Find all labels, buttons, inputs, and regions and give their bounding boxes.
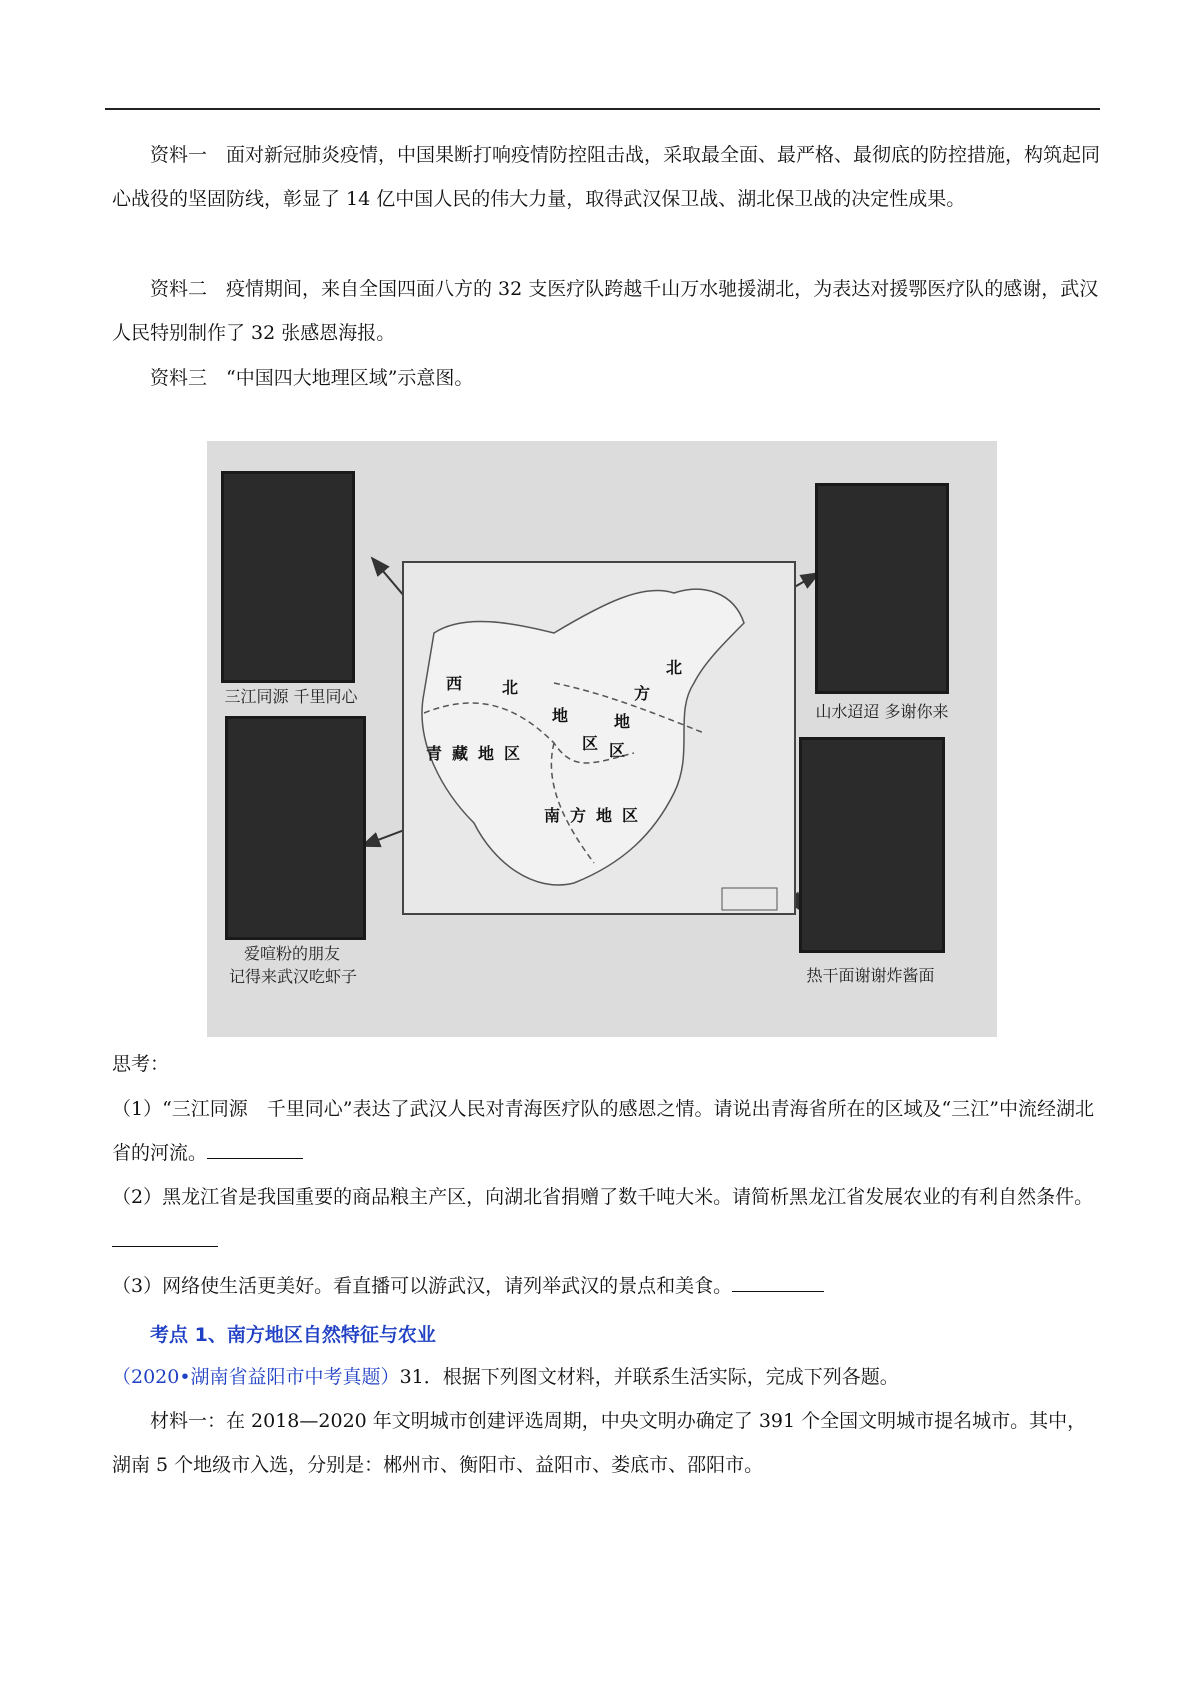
question-31-source: （2020•湖南省益阳市中考真题）	[112, 1366, 400, 1388]
question-1	[112, 1087, 1100, 1175]
question-2-text: （2）黑龙江省是我国重要的商品粮主产区，向湖北省捐赠了数千吨大米。请简析黑龙江省发展农业的有利自然条件。	[112, 1186, 1094, 1208]
china-regions-map	[402, 561, 796, 915]
cailiao-1: 材料一：在 2018—2020 年文明城市创建评选周期，中央文明办确定了 391 个全国文明城市提名城市。其中，湖南 5 个地级市入选，分别是：郴州市、衡阳市、益阳市、娄底市、邵阳市。	[112, 1410, 1087, 1476]
ziliao-2: 资料二 疫情期间，来自全国四面八方的 32 支医疗队跨越千山万水驰援湖北，为表达对援鄂医疗队的感谢，武汉人民特别制作了 32 张感恩海报。	[112, 278, 1099, 344]
poster-bottom-left	[225, 716, 366, 940]
answer-blank-2[interactable]	[112, 1226, 218, 1247]
map-label-xibei-4: 区	[582, 734, 599, 753]
question-2	[112, 1175, 1100, 1263]
question-3	[112, 1264, 1100, 1308]
map-label-xibei-3: 地	[552, 706, 569, 725]
map-label-beifang-1: 北	[666, 658, 683, 677]
section-heading: 考点 1、南方地区自然特征与农业	[150, 1324, 436, 1346]
caption-bottom-right: 热干面谢谢炸酱面	[806, 966, 935, 985]
map-label-beifang-4: 区	[609, 741, 626, 760]
caption-top-left: 三江同源 千里同心	[224, 687, 358, 706]
caption-bottom-left-1: 爱喧粉的朋友	[243, 944, 340, 963]
map-label-qingzang: 青藏地区	[426, 744, 531, 763]
poster-map-figure	[207, 441, 997, 1037]
question-3-text: （3）网络使生活更美好。看直播可以游武汉，请列举武汉的景点和美食。	[112, 1275, 733, 1297]
think-label: 思考：	[112, 1053, 170, 1075]
caption-bottom-left-2: 记得来武汉吃虾子	[228, 967, 357, 986]
question-31-text: 31．根据下列图文材料，并联系生活实际，完成下列各题。	[399, 1366, 899, 1388]
map-label-xibei-2: 北	[502, 678, 519, 697]
question-1-text: （1）“三江同源 千里同心”表达了武汉人民对青海医疗队的感恩之情。请说出青海省所在的区域及“三江”中流经湖北省的河流。	[112, 1098, 1094, 1164]
question-31	[112, 1355, 1100, 1399]
answer-blank-1[interactable]	[207, 1138, 303, 1159]
answer-blank-3[interactable]	[732, 1271, 824, 1292]
map-label-beifang-2: 方	[634, 684, 651, 703]
map-label-beifang-3: 地	[614, 712, 631, 731]
poster-top-right	[815, 483, 949, 694]
map-label-xibei-1: 西	[446, 674, 463, 693]
ziliao-3: 资料三 “中国四大地理区域”示意图。	[150, 367, 474, 389]
ziliao-1: 资料一 面对新冠肺炎疫情，中国果断打响疫情防控阻击战，采取最全面、最严格、最彻底的防控措施，构筑起同心战役的坚固防线，彰显了 14 亿中国人民的伟大力量，取得武汉保卫战、湖北保卫战的决定性成果。	[112, 144, 1101, 210]
map-label-nanfang: 南方地区	[544, 806, 649, 825]
poster-top-left	[221, 471, 355, 683]
header-rule	[105, 108, 1100, 110]
poster-bottom-right	[799, 737, 945, 953]
china-outline	[404, 563, 794, 913]
caption-top-right: 山水迢迢 多谢你来	[815, 702, 949, 721]
